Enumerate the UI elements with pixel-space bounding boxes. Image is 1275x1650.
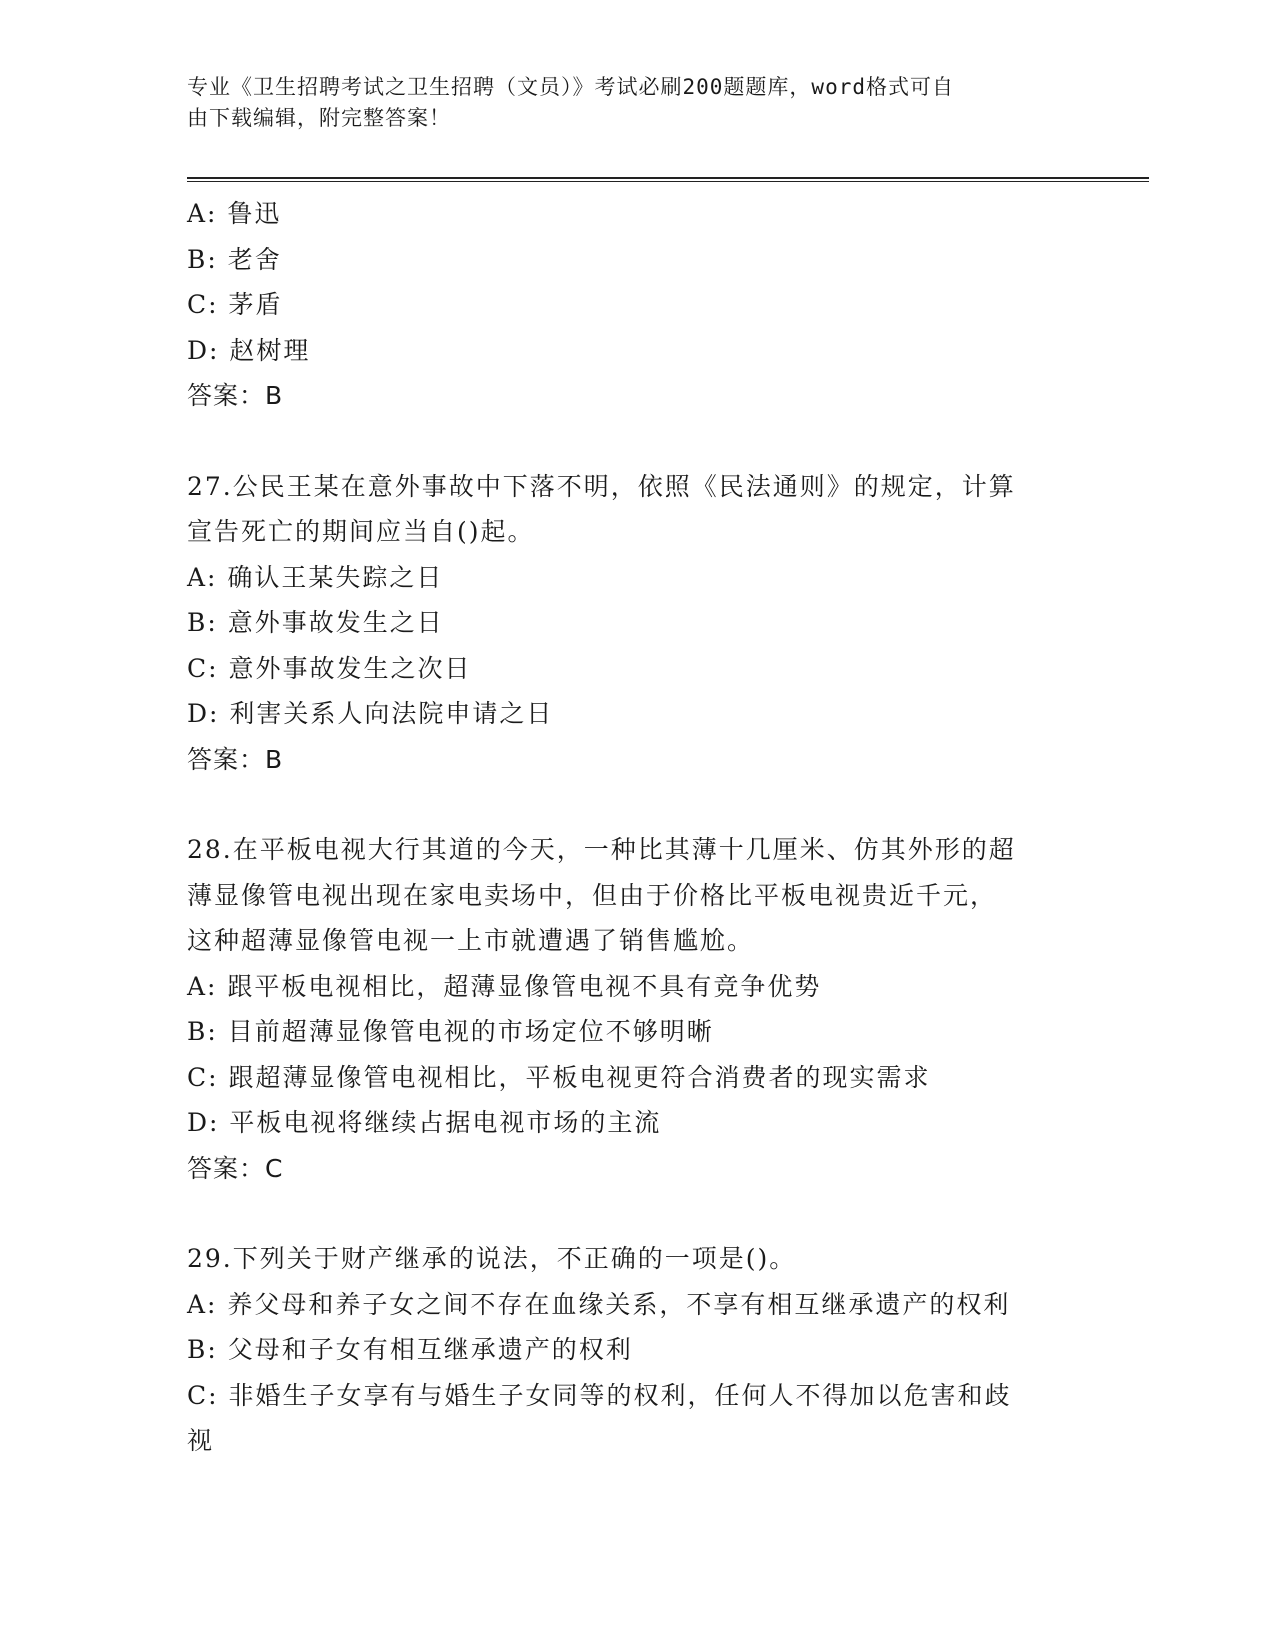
option-c: C: 非婚生子女享有与婚生子女同等的权利，任何人不得加以危害和歧 bbox=[187, 1380, 1012, 1410]
question-block-28 bbox=[187, 827, 1087, 1191]
option-b: B: 父母和子女有相互继承遗产的权利 bbox=[187, 1335, 633, 1364]
document-header bbox=[187, 72, 1067, 134]
header-line-1: 专业《卫生招聘考试之卫生招聘（文员）》考试必刷200题题库，word格式可自 bbox=[187, 75, 954, 99]
question-spacer bbox=[187, 782, 1087, 827]
question-content bbox=[187, 191, 1087, 1464]
question-block-29 bbox=[187, 1236, 1087, 1464]
option-a: A: 养父母和养子女之间不存在血缘关系，不享有相互继承遗产的权利 bbox=[187, 1289, 1011, 1319]
option-a: A: 确认王某失踪之日 bbox=[187, 562, 444, 592]
option-d: D: 平板电视将继续占据电视市场的主流 bbox=[187, 1108, 662, 1137]
question-stem-line: 29.下列关于财产继承的说法，不正确的一项是()。 bbox=[187, 1244, 797, 1273]
answer-line: 答案：C bbox=[187, 1153, 284, 1183]
question-stem-line: 宣告死亡的期间应当自()起。 bbox=[187, 517, 535, 546]
option-c: C: 茅盾 bbox=[187, 290, 283, 319]
question-stem-line: 薄显像管电视出现在家电卖场中，但由于价格比平板电视贵近千元， bbox=[187, 880, 998, 910]
option-a: A: 鲁迅 bbox=[187, 199, 282, 228]
option-b: B: 老舍 bbox=[187, 244, 282, 274]
question-stem-line: 28.在平板电视大行其道的今天，一种比其薄十几厘米、仿其外形的超 bbox=[187, 835, 1016, 864]
question-stem-line: 27.公民王某在意外事故中下落不明，依照《民法通则》的规定，计算 bbox=[187, 471, 1016, 501]
option-c-continuation: 视 bbox=[187, 1426, 215, 1455]
question-spacer bbox=[187, 419, 1087, 464]
option-c: C: 意外事故发生之次日 bbox=[187, 653, 472, 683]
option-d: D: 赵树理 bbox=[187, 335, 311, 365]
option-d: D: 利害关系人向法院申请之日 bbox=[187, 699, 554, 728]
question-stem-line: 这种超薄显像管电视一上市就遭遇了销售尴尬。 bbox=[187, 926, 755, 955]
question-block-27 bbox=[187, 464, 1087, 783]
answer-line: 答案：B bbox=[187, 381, 284, 410]
header-divider-thin bbox=[187, 181, 1149, 182]
option-b: B: 意外事故发生之日 bbox=[187, 608, 444, 637]
header-divider-thick bbox=[187, 177, 1149, 179]
header-line-2: 由下载编辑，附完整答案！ bbox=[187, 106, 451, 130]
option-c: C: 跟超薄显像管电视相比，平板电视更符合消费者的现实需求 bbox=[187, 1062, 931, 1092]
option-a: A: 跟平板电视相比，超薄显像管电视不具有竞争优势 bbox=[187, 971, 822, 1001]
question-block-26-tail bbox=[187, 191, 1087, 419]
answer-line: 答案：B bbox=[187, 744, 284, 774]
option-b: B: 目前超薄显像管电视的市场定位不够明晰 bbox=[187, 1017, 714, 1046]
question-spacer bbox=[187, 1191, 1087, 1236]
